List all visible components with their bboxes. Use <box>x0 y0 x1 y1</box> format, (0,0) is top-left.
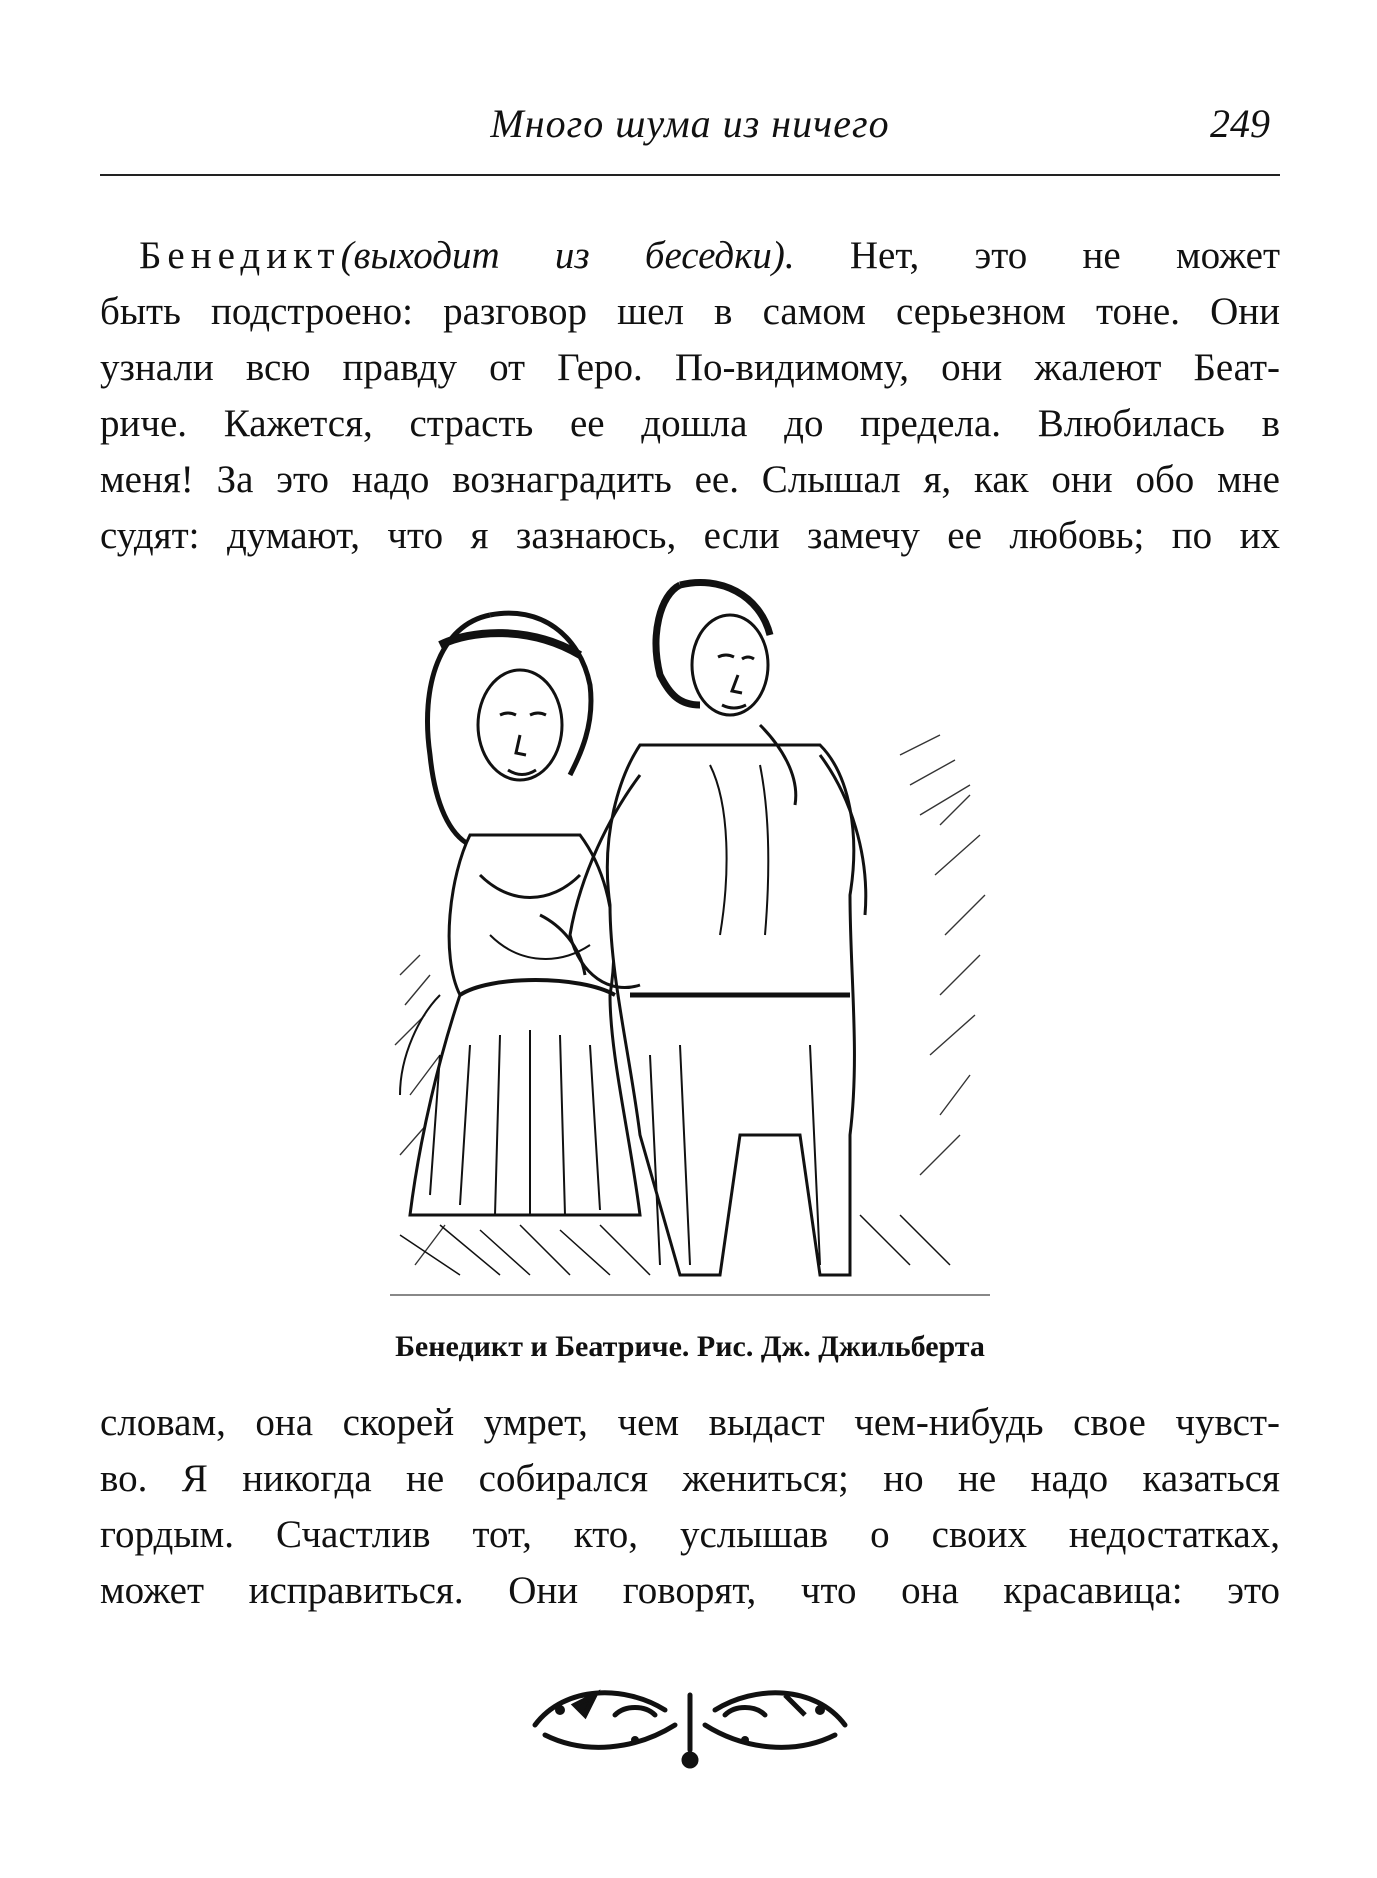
text-line: судят: думают, что я зазнаюсь, если замечу ее любовь; по их <box>100 514 1280 557</box>
speaker-name: Бенедикт <box>139 234 341 277</box>
text-line: гордым. Счастлив тот, кто, услышав о своих недостатках, <box>100 1513 1280 1556</box>
text-line: может исправиться. Они говорят, что она красавица: это <box>100 1569 1280 1612</box>
paragraph-1 <box>100 228 1280 564</box>
illustration-caption: Бенедикт и Беатриче. Рис. Дж. Джильберта <box>395 1330 985 1363</box>
page-header <box>100 100 1280 160</box>
text-line: быть подстроено: разговор шел в самом серьезном тоне. Они <box>100 290 1280 333</box>
line-text: Нет, это не может <box>794 234 1280 277</box>
woman-figure <box>400 613 640 1215</box>
engraving-illustration <box>380 575 1000 1315</box>
paragraph-1-line-1 <box>100 228 1280 284</box>
text-line: во. Я никогда не собирался жениться; но не надо казаться <box>100 1457 1280 1500</box>
text-line: меня! За это надо вознаградить ее. Слышал я, как они обо мне <box>100 458 1280 501</box>
text-line: узнали всю правду от Геро. По-видимому, они жалеют Беат- <box>100 346 1280 389</box>
text-line: словам, она скорей умрет, чем выдаст чем-нибудь свое чувст- <box>100 1401 1280 1444</box>
decorative-tailpiece <box>515 1655 865 1775</box>
stage-direction: (выходит из беседки). <box>340 234 795 277</box>
page-number: 249 <box>1210 101 1270 146</box>
paragraph-2 <box>100 1395 1280 1619</box>
text-line: риче. Кажется, страсть ее дошла до предела. Влюбилась в <box>100 402 1280 445</box>
running-title: Много шума из ничего <box>490 101 890 146</box>
header-rule <box>100 174 1280 176</box>
